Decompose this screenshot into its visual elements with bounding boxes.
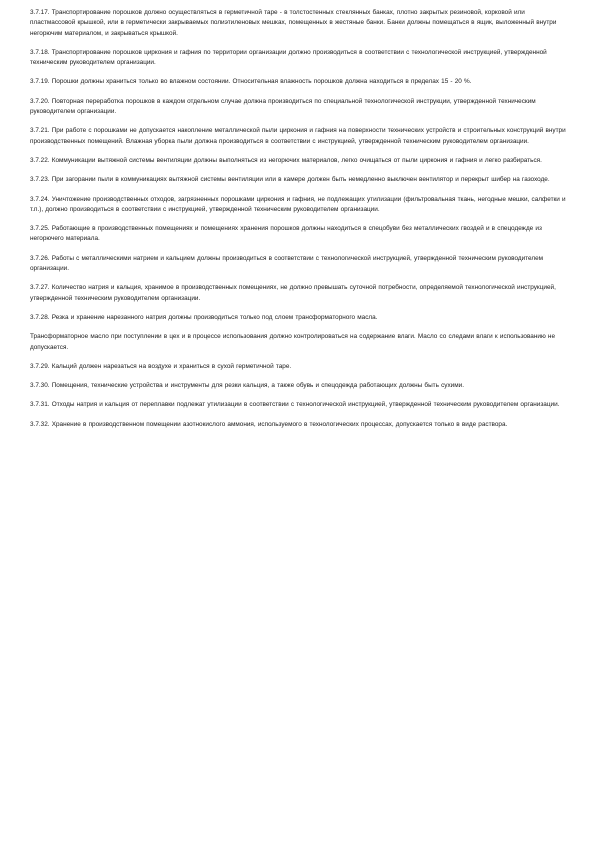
- paragraph-3-7-21: 3.7.21. При работе с порошками не допускается накопление металлической пыли циркония и гафния на поверхности технических устройств и строительных конструкций внутри производственных помещений. Влажная уборка пыли должна производиться в соответствии с инструкцией, утвержденной техническим руководителем организации.: [30, 127, 566, 145]
- paragraph-3-7-32: 3.7.32. Хранение в производственном помещении азотнокислого аммония, используемого в технологических процессах, допускается только в виде раствора.: [30, 420, 508, 428]
- paragraph-3-7-24: 3.7.24. Уничтожение производственных отходов, загрязненных порошками циркония и гафния, не подлежащих утилизации (фильтровальная ткань, негодные мешки, салфетки и т.п.), должно производиться в соответствии с инструкцией, утвержденной техническим руководителем организации.: [30, 195, 566, 213]
- paragraph-3-7-27: 3.7.27. Количество натрия и кальция, хранимое в производственных помещениях, не должно превышать суточной потребности, определяемой технологической инструкцией, утвержденной техническим руководителем организации.: [30, 284, 556, 302]
- paragraph-3-7-19: 3.7.19. Порошки должны храниться только во влажном состоянии. Относительная влажность порошков должна находиться в пределах 15 - 20 %.: [30, 78, 472, 86]
- paragraph-3-7-20: 3.7.20. Повторная переработка порошков в каждом отдельном случае должна производиться по специальной технологической инструкции, утвержденной техническим руководителем организации.: [30, 97, 536, 116]
- document-page: [30, 8, 570, 439]
- paragraph-3-7-17: 3.7.17. Транспортирование порошков должно осуществляться в герметичной таре - в толстостенных стеклянных банках, плотно закрытых резиновой, корковой или пластмассовой крышкой, или в герметически закрываемых полиэтиленовых мешках, помещенных в жестяные банки. Банки должны помещаться в ящик, выложенный внутри негорючим материалом, и закрываться крышкой.: [30, 9, 557, 37]
- paragraph-3-7-18: 3.7.18. Транспортирование порошков циркония и гафния по территории организации должно производиться в соответствии с технологической инструкцией, утвержденной техническим руководителем организации.: [30, 48, 547, 67]
- paragraph-3-7-31: 3.7.31. Отходы натрия и кальция от переплавки подлежат утилизации в соответствии с технологической инструкцией, утвержденной техническим руководителем организации.: [30, 401, 560, 409]
- paragraph-3-7-29: 3.7.29. Кальций должен нарезаться на воздухе и храниться в сухой герметичной таре.: [30, 362, 292, 370]
- paragraph-3-7-26: 3.7.26. Работы с металлическими натрием и кальцием должны производиться в соответствии с технологической инструкцией, утвержденной техническим руководителем организации.: [30, 254, 544, 273]
- paragraph-3-7-28: 3.7.28. Резка и хранение нарезанного натрия должны производиться только под слоем трансформаторного масла.: [30, 313, 378, 321]
- paragraph-3-7-22: 3.7.22. Коммуникации вытяжной системы вентиляции должны выполняться из негорючих материалов, легко очищаться от пыли циркония и гафния и легко разбираться.: [30, 156, 542, 164]
- paragraph-3-7-23: 3.7.23. При загорании пыли в коммуникациях вытяжной системы вентиляции или в камере должен быть немедленно выключен вентилятор и перекрыт шибер на газоходе.: [30, 176, 550, 184]
- paragraph-transformer-oil: Трансформаторное масло при поступлении в цех и в процессе использования должно контролироваться на содержание влаги. Масло со следами влаги к использованию не допускается.: [30, 333, 556, 351]
- paragraph-3-7-30: 3.7.30. Помещения, технические устройства и инструменты для резки кальция, а также обувь и спецодежда работающих должны быть сухими.: [30, 382, 464, 390]
- paragraph-3-7-25: 3.7.25. Работающие в производственных помещениях и помещениях хранения порошков должны находиться в спецобуви без металлических гвоздей и в спецодежде из негорючего материала.: [30, 225, 542, 243]
